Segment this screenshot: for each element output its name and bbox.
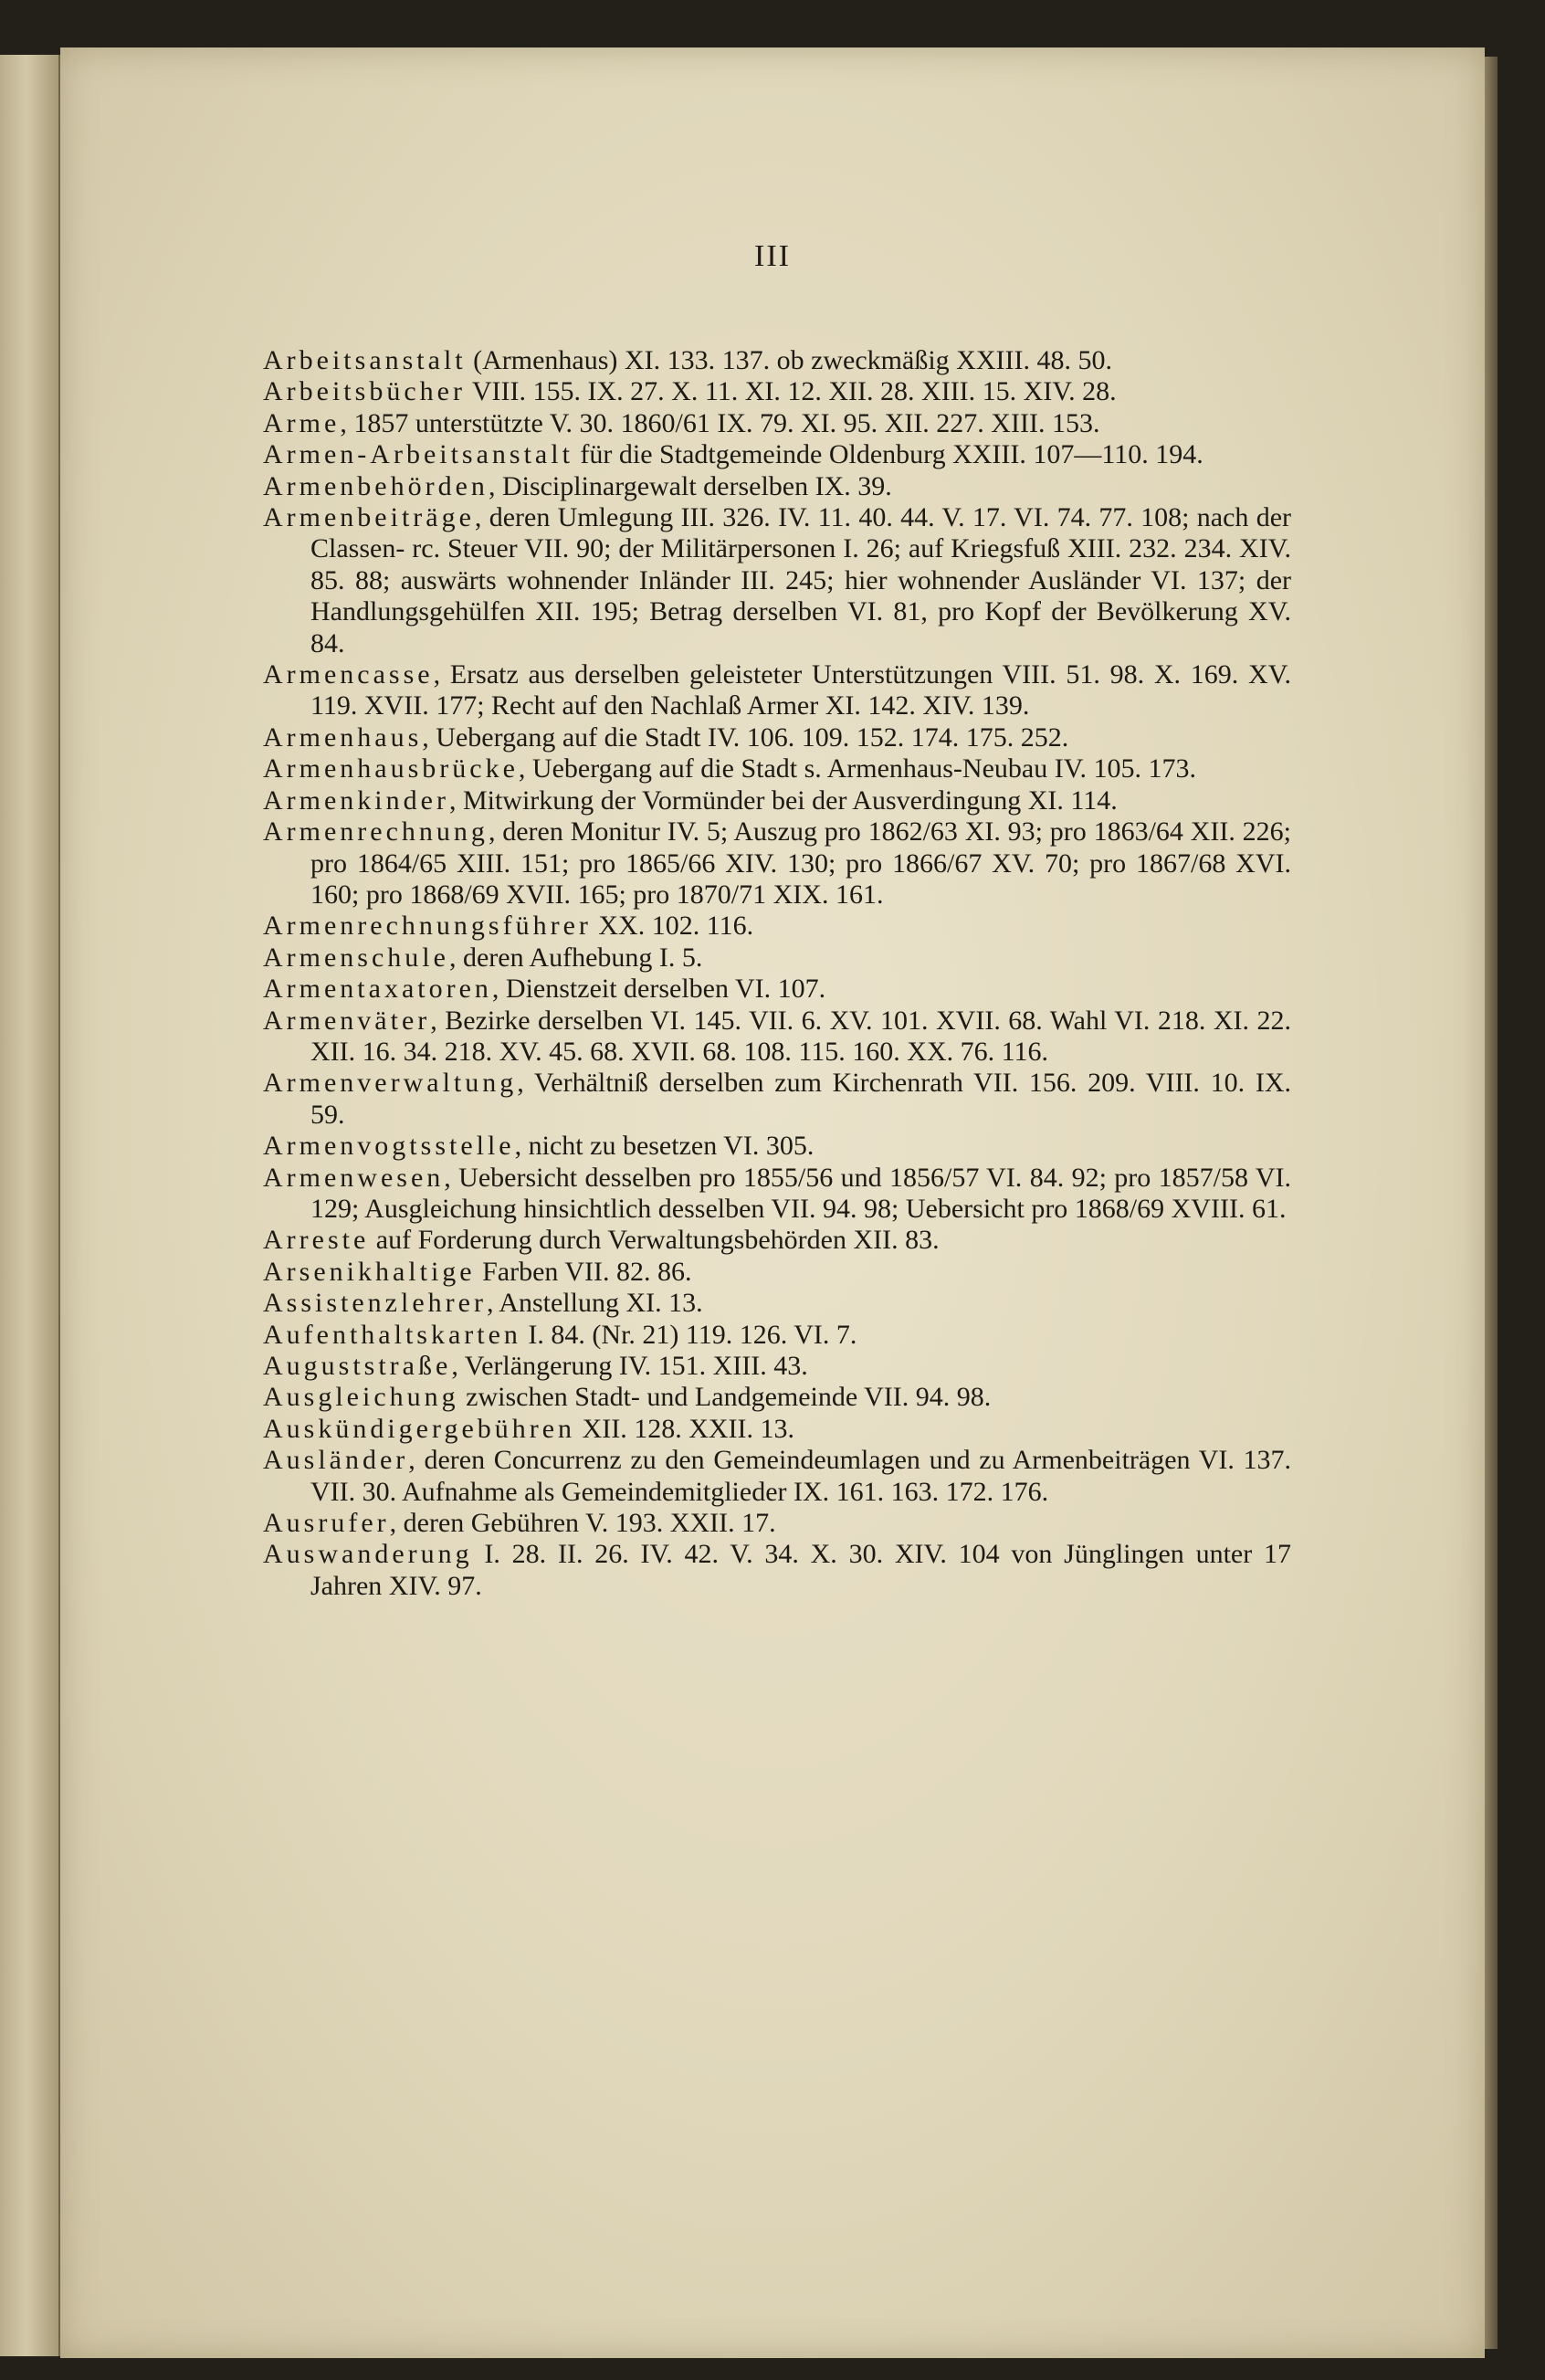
index-entry-headword: Aufenthaltskarten — [263, 1319, 521, 1350]
index-entry-headword: Armenbehörden — [263, 470, 489, 501]
index-entry-headword: Armenhaus — [263, 721, 423, 753]
index-entry-references: , deren Umlegung III. 326. IV. 11. 40. 44. V. 17. VI. 74. 77. 108; nach der Classen- rc. Steuer VII. 90; der Militärpersonen I. 26; auf Kriegsfuß XIII. 232. 234. XIV. 85. 88; auswärts wohnender Inländer III. 245; hier wohnender Ausländer VI. 137; der Handlungsgehülfen XII. 195; Betrag derselben VI. 81, pro Kopf der Bevölkerung XV. 84. — [310, 502, 1291, 658]
index-entry-headword: Auswanderung — [263, 1539, 473, 1570]
index-entry-references: , nicht zu besetzen VI. 305. — [514, 1131, 815, 1162]
previous-page-edge — [0, 55, 60, 2356]
index-entry-references: , Uebergang auf die Stadt s. Armenhaus-Neubau IV. 105. 173. — [518, 753, 1196, 785]
index-entry-references: , Ersatz aus derselben geleisteter Unterstützungen VIII. 51. 98. X. 169. XV. 119. XVII. 177; Recht auf den Nachlaß Armer XI. 142. XIV. 139. — [310, 659, 1291, 721]
index-entry-references: , deren Concurrenz zu den Gemeindeumlagen und zu Armenbeiträgen VI. 137. VII. 30. Aufnahme als Gemeindemitglieder IX. 161. 163. 172. 176. — [310, 1445, 1291, 1507]
index-entry-references: , deren Aufhebung I. 5. — [448, 942, 703, 973]
index-entry-headword: Armenwesen — [263, 1162, 445, 1193]
index-entry-references: , deren Monitur IV. 5; Auszug pro 1862/63 XI. 93; pro 1863/64 XII. 226; pro 1864/65 XIII. 151; pro 1865/66 XIV. 130; pro 1866/67 XV. 70; pro 1867/68 XVI. 160; pro 1868/69 XVII. 165; pro 1870/71 XIX. 161. — [310, 816, 1291, 910]
index-entry — [263, 974, 1291, 1005]
index-entry — [263, 785, 1291, 816]
index-entry-headword: Armenväter — [263, 1005, 431, 1036]
index-entry — [263, 1414, 1291, 1445]
index-entry — [263, 722, 1291, 753]
index-entry-references: , Disciplinargewalt derselben IX. 39. — [488, 470, 892, 501]
index-entry — [263, 1131, 1291, 1162]
index-entry — [263, 1351, 1291, 1382]
index-entry-references: (Armenhaus) XI. 133. 137. ob zweckmäßig XXIII. 48. 50. — [466, 345, 1112, 375]
index-entry-headword: Armenrechnungsführer — [263, 911, 592, 942]
index-entry-references: , Dienstzeit derselben VI. 107. — [491, 974, 826, 1005]
index-entry-headword: Ausländer — [263, 1445, 409, 1476]
index-entry-headword: Arme — [263, 407, 341, 438]
index-entry-references: Farben VII. 82. 86. — [475, 1256, 692, 1287]
index-entry-headword: Armenschule — [263, 942, 449, 973]
index-entry-headword: Ausrufer — [263, 1508, 390, 1539]
index-entry-headword: Armenbeiträge — [263, 502, 475, 533]
index-entry — [263, 1382, 1291, 1413]
index-entry — [263, 376, 1291, 407]
index-entry — [263, 1068, 1291, 1131]
index-entry — [263, 753, 1291, 785]
index-entry — [263, 943, 1291, 974]
index-entry-headword: Arreste — [263, 1225, 370, 1256]
index-entry — [263, 408, 1291, 439]
index-entry — [263, 502, 1291, 659]
index-entry-references: , Uebergang auf die Stadt IV. 106. 109. 152. 174. 175. 252. — [422, 721, 1069, 753]
index-entry — [263, 1288, 1291, 1319]
index-entry — [263, 345, 1291, 376]
index-entry-headword: Armenvogtsstelle — [263, 1131, 515, 1162]
index-entry-headword: Armencasse — [263, 659, 434, 690]
index-entry — [263, 439, 1291, 470]
index-entry — [263, 1445, 1291, 1508]
index-entry-references: , Verlängerung IV. 151. XIII. 43. — [451, 1351, 808, 1381]
index-entry-headword: Auguststraße — [263, 1351, 452, 1381]
index-entry-references: , Mitwirkung der Vormünder bei der Ausverdingung XI. 114. — [448, 785, 1118, 816]
index-entry-references: , Verhältniß derselben zum Kirchenrath VII. 156. 209. VIII. 10. IX. 59. — [310, 1068, 1291, 1130]
index-list — [263, 345, 1291, 1602]
index-entry-references: zwischen Stadt- und Landgemeinde VII. 94. 98. — [458, 1382, 992, 1413]
index-entry-headword: Armen-Arbeitsanstalt — [263, 439, 573, 470]
index-entry — [263, 911, 1291, 942]
index-entry-headword: Armenhausbrücke — [263, 753, 519, 785]
index-entry-references: I. 84. (Nr. 21) 119. 126. VI. 7. — [520, 1319, 857, 1350]
index-entry — [263, 1508, 1291, 1539]
index-entry-references: , Bezirke derselben VI. 145. VII. 6. XV. 101. XVII. 68. Wahl VI. 218. XI. 22. XII. 16. 34. 218. XV. 45. 68. XVII. 68. 108. 115. 160. XX. 76. 116. — [310, 1005, 1291, 1067]
index-entry-references: , 1857 unterstützte V. 30. 1860/61 IX. 79. XI. 95. XII. 227. XIII. 153. — [340, 407, 1100, 438]
index-entry-references: , Anstellung XI. 13. — [486, 1288, 703, 1319]
index-entry-headword: Armenverwaltung — [263, 1068, 518, 1099]
page-number: III — [754, 239, 791, 273]
index-entry — [263, 1257, 1291, 1288]
index-entry-headword: Armenrechnung — [263, 816, 489, 848]
index-entry — [263, 471, 1291, 502]
index-entry-references: XII. 128. XXII. 13. — [575, 1413, 795, 1444]
index-entry — [263, 1320, 1291, 1351]
index-entry-headword: Arbeitsbücher — [263, 376, 466, 407]
index-entry-references: , Uebersicht desselben pro 1855/56 und 1856/57 VI. 84. 92; pro 1857/58 VI. 129; Ausgleichung hinsichtlich desselben VII. 94. 98; Uebersicht pro 1868/69 XVIII. 61. — [310, 1162, 1291, 1224]
index-entry-references: , deren Gebühren V. 193. XXII. 17. — [389, 1508, 776, 1539]
index-entry-references: auf Forderung durch Verwaltungsbehörden XII. 83. — [369, 1225, 940, 1256]
index-entry-references: XX. 102. 116. — [591, 911, 754, 942]
index-entry — [263, 659, 1291, 722]
index-entry — [263, 816, 1291, 911]
index-entry-headword: Auskündigergebühren — [263, 1413, 576, 1444]
index-entry — [263, 1163, 1291, 1226]
index-entry-headword: Ausgleichung — [263, 1382, 459, 1413]
index-entry-headword: Assistenzlehrer — [263, 1288, 487, 1319]
index-entry-headword: Armentaxatoren — [263, 974, 492, 1005]
book-page — [60, 47, 1485, 2358]
index-entry-references: für die Stadtgemeinde Oldenburg XXIII. 107—110. 194. — [573, 439, 1203, 470]
index-entry-references: VIII. 155. IX. 27. X. 11. XI. 12. XII. 28. XIII. 15. XIV. 28. — [465, 376, 1117, 407]
index-entry-headword: Arbeitsanstalt — [263, 345, 467, 375]
index-entry — [263, 1006, 1291, 1069]
index-entry — [263, 1539, 1291, 1602]
index-entry-headword: Armenkinder — [263, 785, 449, 816]
index-entry-references: I. 28. II. 26. IV. 42. V. 34. X. 30. XIV. 104 von Jünglingen unter 17 Jahren XIV. 97. — [310, 1539, 1291, 1601]
page-right-edge — [1485, 57, 1498, 2349]
index-entry-headword: Arsenikhaltige — [263, 1256, 476, 1287]
index-entry — [263, 1225, 1291, 1256]
